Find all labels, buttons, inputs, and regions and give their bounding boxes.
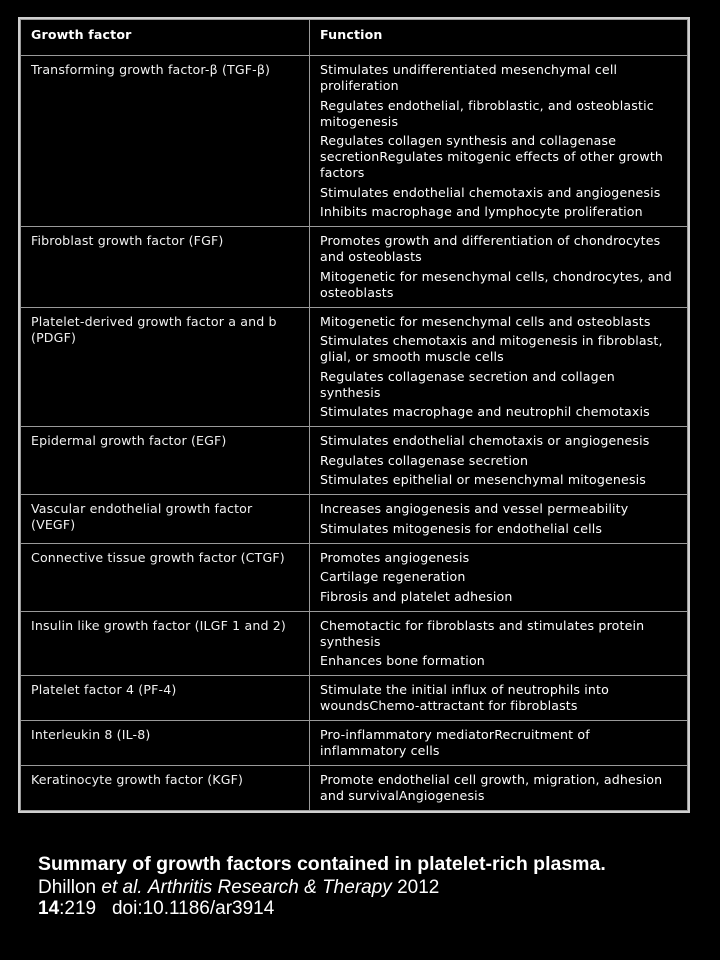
growth-factor-cell: Epidermal growth factor (EGF): [21, 427, 310, 495]
function-line: Promote endothelial cell growth, migration, adhesion and survivalAngiogenesis: [320, 772, 663, 803]
function-line: Regulates endothelial, fibroblastic, and osteoblastic mitogenesis: [320, 97, 654, 129]
growth-factor-cell: Platelet-derived growth factor a and b (PDGF): [21, 307, 310, 427]
table-row: [21, 721, 688, 766]
function-cell: [310, 495, 688, 544]
growth-factor-cell: Transforming growth factor-β (TGF-β): [21, 56, 310, 227]
function-line: Regulates collagen synthesis and collagenase secretionRegulates mitogenic effects of other growth factors: [320, 133, 664, 180]
function-cell: [310, 676, 688, 721]
function-cell: [310, 543, 688, 611]
growth-factor-cell: Connective tissue growth factor (CTGF): [21, 543, 310, 611]
caption-citation: [38, 877, 698, 919]
function-line: Stimulates epithelial or mesenchymal mitogenesis: [320, 472, 647, 487]
header-function: Function: [310, 20, 688, 56]
growth-factor-table-frame: [18, 17, 690, 813]
function-line: Promotes growth and differentiation of chondrocytes and osteoblasts: [320, 233, 661, 264]
function-line: Stimulate the initial influx of neutrophils into woundsChemo-attractant for fibroblasts: [320, 682, 610, 713]
citation-year: 2012: [397, 877, 440, 898]
function-cell: [310, 427, 688, 495]
table-header-row: [21, 20, 688, 56]
function-line: Inhibits macrophage and lymphocyte proliferation: [320, 204, 643, 219]
function-line: Stimulates chemotaxis and mitogenesis in fibroblast, glial, or smooth muscle cells: [320, 333, 663, 364]
table-row: [21, 611, 688, 676]
function-line: Promotes angiogenesis: [320, 549, 470, 565]
function-cell: [310, 611, 688, 676]
citation-author: Dhillon: [38, 877, 97, 898]
table-row: [21, 676, 688, 721]
figure-caption: [38, 852, 698, 919]
function-line: Regulates collagenase secretion: [320, 452, 529, 468]
function-line: Mitogenetic for mesenchymal cells and osteoblasts: [320, 313, 651, 329]
table-row: [21, 495, 688, 544]
function-cell: [310, 721, 688, 766]
growth-factor-cell: Insulin like growth factor (ILGF 1 and 2): [21, 611, 310, 676]
function-cell: [310, 766, 688, 811]
table-row: [21, 543, 688, 611]
function-line: Pro-inflammatory mediatorRecruitment of inflammatory cells: [320, 727, 590, 758]
table-body: [21, 56, 688, 811]
function-line: Cartilage regeneration: [320, 569, 466, 584]
table-row: [21, 307, 688, 427]
growth-factor-cell: Vascular endothelial growth factor (VEGF): [21, 495, 310, 544]
citation-doi: doi:10.1186/ar3914: [111, 898, 275, 919]
function-line: Stimulates mitogenesis for endothelial cells: [320, 520, 603, 536]
growth-factor-cell: Interleukin 8 (IL-8): [21, 721, 310, 766]
table-row: [21, 766, 688, 811]
function-cell: [310, 227, 688, 308]
caption-title: Summary of growth factors contained in platelet-rich plasma.: [38, 853, 606, 875]
function-line: Increases angiogenesis and vessel permeability: [320, 501, 629, 516]
table-row: [21, 227, 688, 308]
citation-pages: :219: [59, 898, 97, 919]
function-line: Fibrosis and platelet adhesion: [320, 588, 513, 604]
function-line: Regulates collagenase secretion and collagen synthesis: [320, 368, 615, 400]
growth-factor-cell: Fibroblast growth factor (FGF): [21, 227, 310, 308]
growth-factor-cell: Keratinocyte growth factor (KGF): [21, 766, 310, 811]
header-growth-factor: Growth factor: [21, 20, 310, 56]
citation-volume: 14: [38, 898, 60, 919]
table-row: [21, 427, 688, 495]
function-line: Enhances bone formation: [320, 653, 485, 668]
citation-journal: Arthritis Research & Therapy: [147, 877, 392, 898]
function-line: Stimulates undifferentiated mesenchymal cell proliferation: [320, 62, 618, 93]
growth-factor-cell: Platelet factor 4 (PF-4): [21, 676, 310, 721]
citation-etal: et al.: [101, 877, 143, 898]
function-line: Mitogenetic for mesenchymal cells, chondrocytes, and osteoblasts: [320, 268, 672, 300]
function-line: Stimulates macrophage and neutrophil chemotaxis: [320, 404, 650, 419]
function-line: Stimulates endothelial chemotaxis or angiogenesis: [320, 433, 650, 448]
table-row: [21, 56, 688, 227]
function-line: Stimulates endothelial chemotaxis and angiogenesis: [320, 184, 661, 200]
function-cell: [310, 56, 688, 227]
function-line: Chemotactic for fibroblasts and stimulates protein synthesis: [320, 617, 645, 649]
growth-factor-table: [20, 19, 688, 811]
function-cell: [310, 307, 688, 427]
